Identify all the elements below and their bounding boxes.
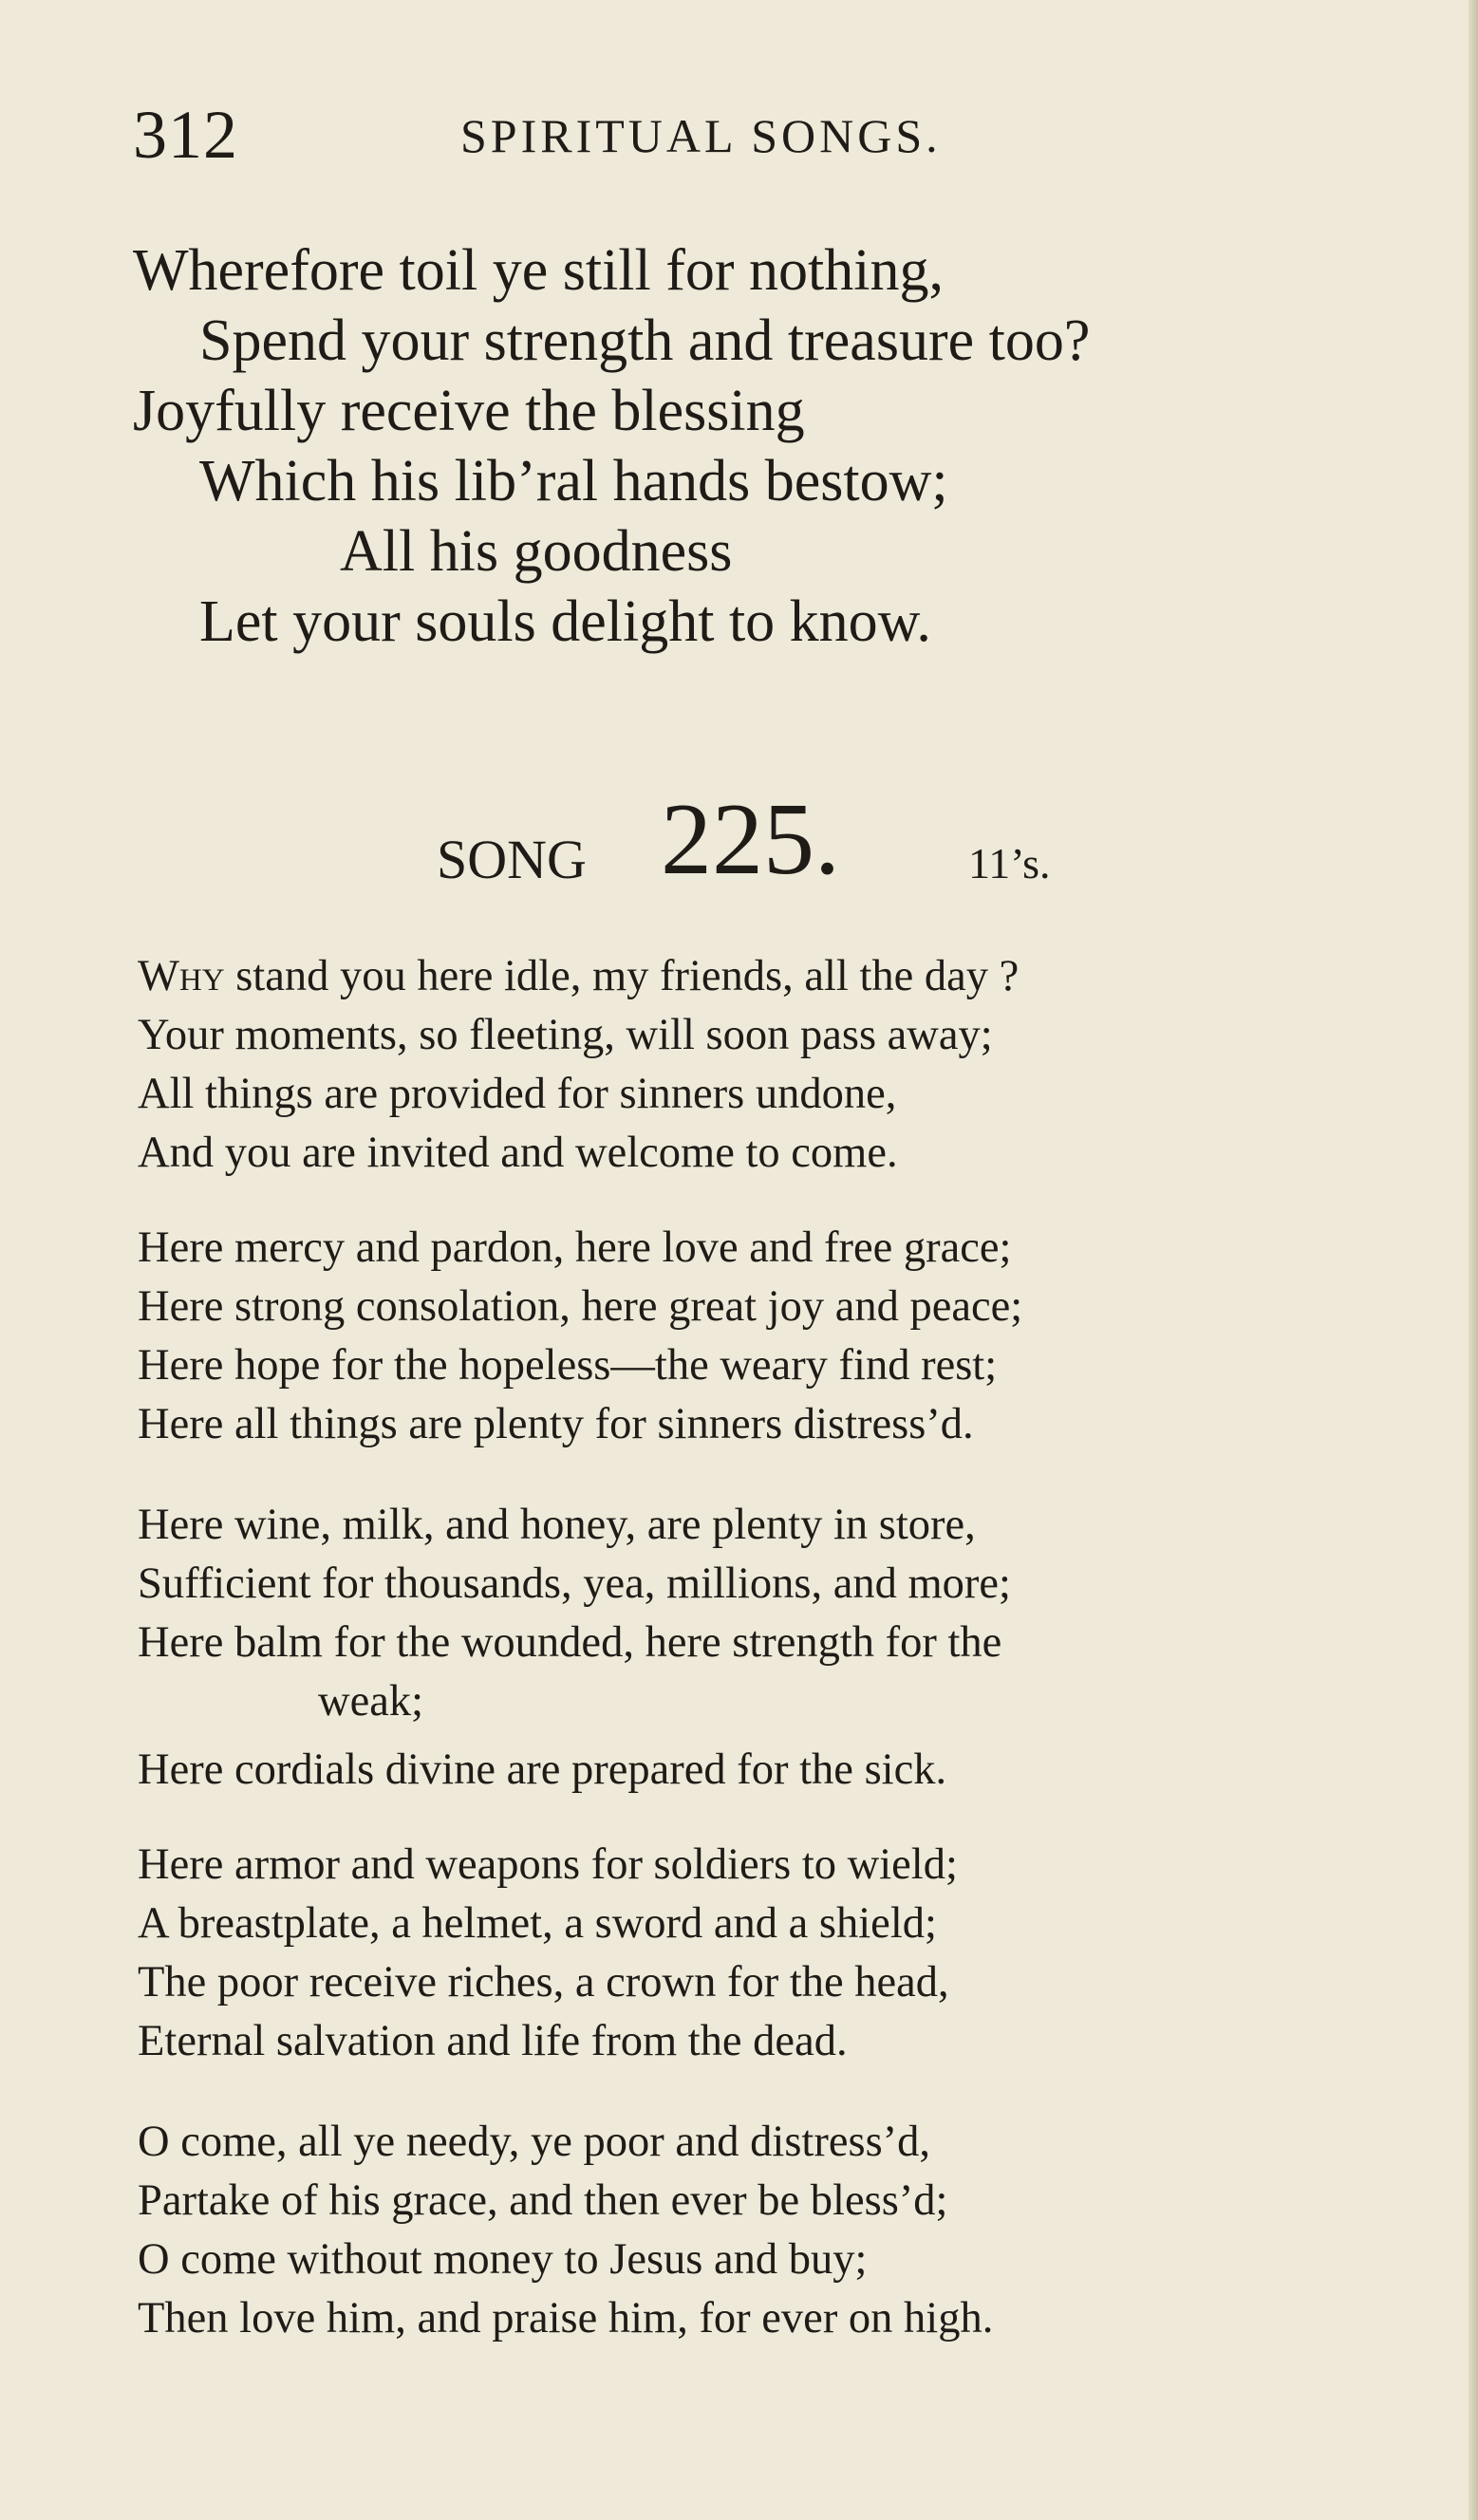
verse-line: O come, all ye needy, ye poor and distress’d, (138, 2118, 931, 2166)
verse-line: Here cordials divine are prepared for the sick. (138, 1745, 947, 1794)
page-edge (1469, 0, 1478, 2520)
verse-line: Partake of his grace, and then ever be bless’d; (138, 2176, 948, 2225)
verse-line: Joyfully receive the blessing (133, 379, 805, 443)
verse-line: All things are provided for sinners undone, (138, 1070, 897, 1118)
verse-line: The poor receive riches, a crown for the head, (138, 1958, 949, 2007)
verse-line: Here hope for the hopeless—the weary find rest; (138, 1341, 998, 1390)
verse-line: O come without money to Jesus and buy; (138, 2235, 868, 2284)
verse-line: Sufficient for thousands, yea, millions, and more; (138, 1559, 1011, 1608)
running-title: SPIRITUAL SONGS. (460, 109, 942, 162)
verse-line: Which his lib’ral hands bestow; (199, 449, 948, 513)
verse-line: Here all things are plenty for sinners distress’d. (138, 1400, 974, 1448)
verse-line: Your moments, so fleeting, will soon pass away; (138, 1011, 993, 1059)
song-meter: 11’s. (968, 839, 1051, 887)
verse-line: All his goodness (340, 519, 733, 584)
verse-line: Wherefore toil ye still for nothing, (133, 238, 944, 303)
verse-line: Let your souls delight to know. (199, 589, 931, 654)
first-word: Why (138, 952, 225, 1000)
verse-line: Spend your strength and treasure too? (199, 308, 1091, 373)
verse-line: Here strong consolation, here great joy and peace; (138, 1282, 1023, 1331)
verse-line: And you are invited and welcome to come. (138, 1129, 898, 1177)
song-label: SONG (437, 829, 587, 890)
song-number: 225. (661, 783, 840, 896)
verse-line: Here wine, milk, and honey, are plenty in store, (138, 1501, 976, 1549)
verse-line: weak; (318, 1677, 424, 1726)
verse-line: Here mercy and pardon, here love and free grace; (138, 1223, 1012, 1272)
verse-line: Eternal salvation and life from the dead. (138, 2017, 848, 2065)
song-heading (437, 783, 1196, 896)
verse-line-text: stand you here idle, my friends, all the day ? (224, 952, 1020, 1000)
verse-line: Here balm for the wounded, here strength for the (138, 1618, 1002, 1667)
verse-line: A breastplate, a helmet, a sword and a shield; (138, 1899, 937, 1948)
verse-line: Then love him, and praise him, for ever on high. (138, 2294, 994, 2343)
verse-line: Here armor and weapons for soldiers to wield; (138, 1840, 958, 1889)
verse-line (138, 947, 1019, 1006)
running-head (133, 97, 1348, 173)
page-number: 312 (133, 97, 238, 173)
